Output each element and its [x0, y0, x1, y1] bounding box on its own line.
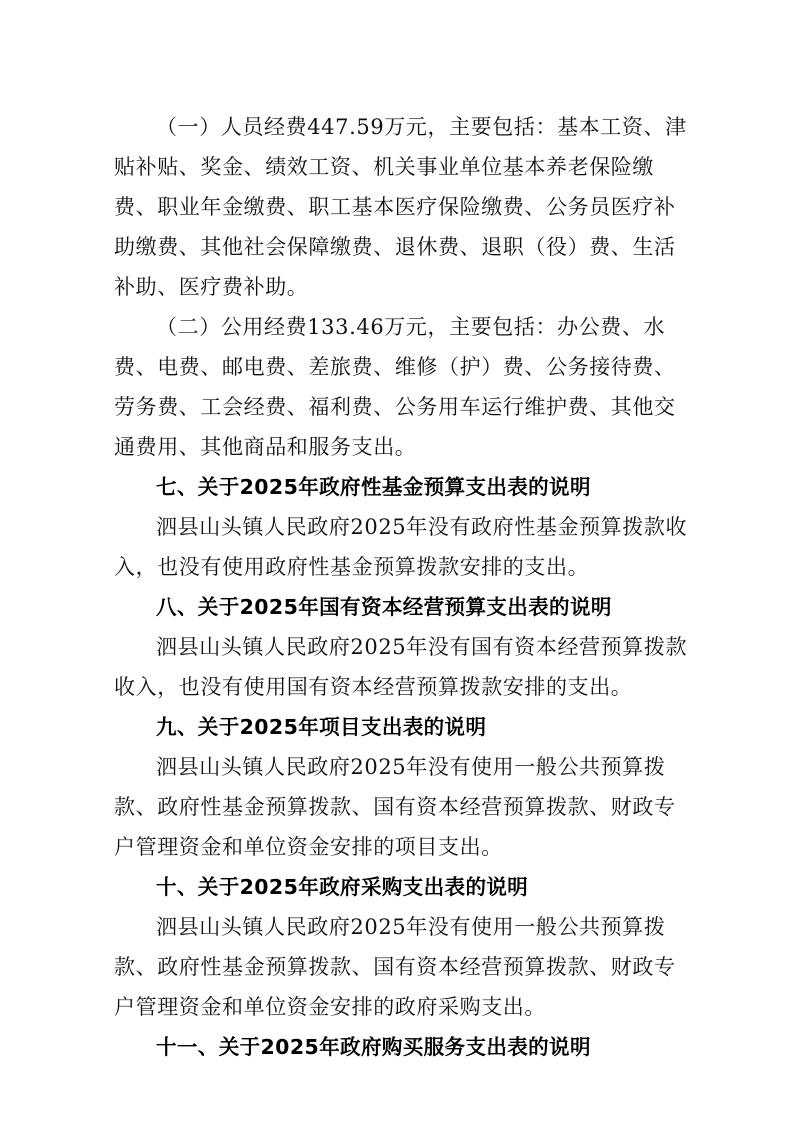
section-heading-8: 八、关于2025年国有资本经营预算支出表的说明 [156, 595, 612, 619]
paragraph-procurement-line-3: 户管理资金和单位资金安排的政府采购支出。 [114, 995, 546, 1019]
paragraph-public-line-4: 通费用、其他商品和服务支出。 [114, 435, 417, 459]
paragraph-procurement-line-2: 款、政府性基金预算拨款、国有资本经营预算拨款、财政专 [114, 955, 676, 979]
paragraph-personnel-line-4: 助缴费、其他社会保障缴费、退休费、退职（役）费、生活 [114, 235, 676, 259]
paragraph-procurement-line-1: 泗县山头镇人民政府2025年没有使用一般公共预算拨 [156, 915, 666, 939]
section-heading-11: 十一、关于2025年政府购买服务支出表的说明 [156, 1035, 591, 1059]
paragraph-project-line-1: 泗县山头镇人民政府2025年没有使用一般公共预算拨 [156, 755, 666, 779]
paragraph-public-line-1: （二）公用经费133.46万元，主要包括：办公费、水 [156, 315, 666, 339]
paragraph-personnel-line-5: 补助、医疗费补助。 [114, 275, 309, 299]
paragraph-fund-line-1: 泗县山头镇人民政府2025年没有政府性基金预算拨款收 [156, 515, 688, 539]
paragraph-public-line-3: 劳务费、工会经费、福利费、公务用车运行维护费、其他交 [114, 395, 676, 419]
paragraph-personnel-line-2: 贴补贴、奖金、绩效工资、机关事业单位基本养老保险缴 [114, 155, 654, 179]
section-heading-9: 九、关于2025年项目支出表的说明 [156, 715, 487, 739]
section-heading-10: 十、关于2025年政府采购支出表的说明 [156, 875, 529, 899]
paragraph-state-capital-line-2: 收入，也没有使用国有资本经营预算拨款安排的支出。 [114, 675, 633, 699]
paragraph-personnel-line-3: 费、职业年金缴费、职工基本医疗保险缴费、公务员医疗补 [114, 195, 676, 219]
paragraph-public-line-2: 费、电费、邮电费、差旅费、维修（护）费、公务接待费、 [114, 355, 676, 379]
section-heading-7: 七、关于2025年政府性基金预算支出表的说明 [156, 475, 591, 499]
paragraph-state-capital-line-1: 泗县山头镇人民政府2025年没有国有资本经营预算拨款 [156, 635, 688, 659]
paragraph-personnel-line-1: （一）人员经费447.59万元，主要包括：基本工资、津 [156, 115, 687, 139]
paragraph-project-line-2: 款、政府性基金预算拨款、国有资本经营预算拨款、财政专 [114, 795, 676, 819]
paragraph-project-line-3: 户管理资金和单位资金安排的项目支出。 [114, 835, 503, 859]
paragraph-fund-line-2: 入，也没有使用政府性基金预算拨款安排的支出。 [114, 555, 590, 579]
